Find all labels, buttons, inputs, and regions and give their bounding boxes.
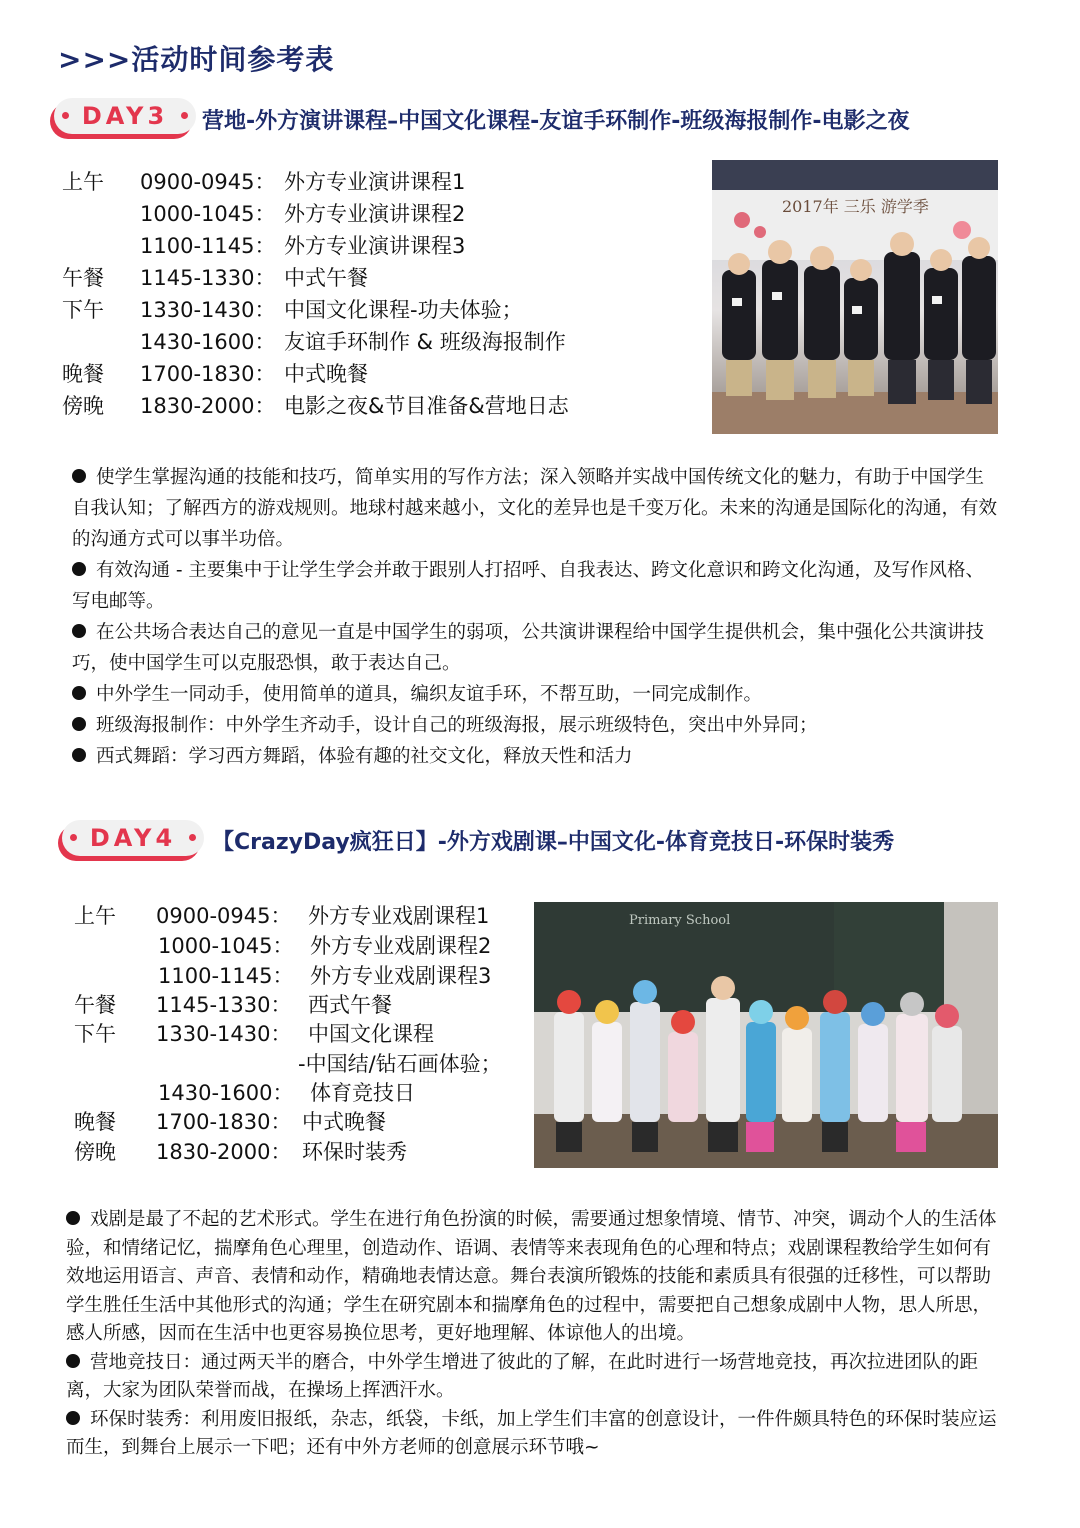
schedule-time: 1000-1045：: [158, 934, 294, 958]
schedule-time: 1430-1600：: [158, 1081, 294, 1105]
day4-schedule: [74, 900, 534, 1170]
bullet-dot-icon: [72, 686, 86, 700]
bullet-item: [66, 1406, 1002, 1463]
bullet-text: 戏剧是最了不起的艺术形式。学生在进行角色扮演的时候，需要通过想象情境、情节、冲突，调动个人的生活体验，和情绪记忆，揣摩角色心理里，创造动作、语调、表情等来表现角色的心理和特点；戏剧课程教给学生如何有效地运用语言、声音、表情和动作，精确地表情达意。舞台表演所锻炼的技能和素质具有很强的迁移性，可以帮助学生胜任生活中其他形式的沟通；学生在研究剧本和揣摩角色的过程中，需要把自己想象成剧中人物，思人所思，感人所感，因而在生活中也更容易换位思考，更好地理解、体谅他人的出境。: [66, 1209, 997, 1344]
day3-photo: [712, 160, 998, 434]
bullet-item: [66, 1349, 1002, 1406]
schedule-time: 0900-0945：: [156, 904, 292, 928]
day3-schedule: [62, 166, 702, 426]
bullet-dot-icon: [72, 562, 86, 576]
bullet-text: 营地竞技日：通过两天半的磨合，中外学生增进了彼此的了解，在此时进行一场营地竞技，再次拉进团队的距离，大家为团队荣誉而战，在操场上挥洒汗水。: [66, 1351, 979, 1401]
day4-heading: 【CrazyDay疯狂日】-外方戏剧课–中国文化-体育竞技日-环保时装秀: [212, 830, 895, 855]
page-title: >>>活动时间参考表: [58, 43, 335, 76]
stage-banner-text: 2017年 三乐 游学季: [782, 197, 929, 216]
schedule-time: 1330-1430：: [156, 1022, 292, 1046]
bullet-item: [72, 617, 1002, 679]
bullet-dot-icon: [66, 1354, 80, 1368]
bullet-dot-icon: [72, 748, 86, 762]
schedule-time: 1145-1330：: [156, 993, 292, 1017]
schedule-activity: 中国文化课程-功夫体验；: [284, 298, 523, 322]
group-photo-illustration: [534, 902, 998, 1168]
schedule-period: 午餐: [62, 266, 104, 290]
bullet-dot-icon: [72, 717, 86, 731]
day4-photo: [534, 902, 998, 1168]
schedule-time: 1100-1145：: [140, 234, 276, 258]
schedule-activity: 中式午餐: [284, 266, 368, 290]
schedule-activity: 外方专业戏剧课程1: [308, 904, 490, 928]
bullet-text: 环保时装秀：利用废旧报纸，杂志，纸袋，卡纸，加上学生们丰富的创意设计，一件件颇具特色的环保时装应运而生，到舞台上展示一下吧；还有中外方老师的创意展示环节哦~: [66, 1408, 997, 1458]
schedule-period: 下午: [74, 1022, 116, 1046]
schedule-period: 傍晚: [62, 394, 104, 418]
schedule-activity: 外方专业戏剧课程3: [310, 964, 492, 988]
schedule-activity: 外方专业演讲课程2: [284, 202, 466, 226]
chalkboard-text: Primary School: [629, 913, 731, 928]
bullet-item: [72, 555, 1002, 617]
badge-dot-left: [70, 834, 77, 841]
schedule-period: 午餐: [74, 993, 116, 1017]
day4-badge-label: DAY4: [89, 824, 177, 852]
bullet-item: [72, 462, 1002, 555]
schedule-activity: 电影之夜&节目准备&营地日志: [284, 394, 569, 418]
day4-badge: [62, 820, 204, 856]
schedule-time: 1700-1830：: [156, 1110, 292, 1134]
schedule-activity: 中国文化课程: [308, 1022, 434, 1046]
schedule-activity: 中式晚餐: [302, 1110, 386, 1134]
schedule-activity: 外方专业演讲课程1: [284, 170, 466, 194]
schedule-activity: 西式午餐: [308, 993, 392, 1017]
bullet-text: 使学生掌握沟通的技能和技巧，简单实用的写作方法；深入领略并实战中国传统文化的魅力，有助于中国学生自我认知；了解西方的游戏规则。地球村越来越小，文化的差异也是千变万化。未来的沟通是国际化的沟通，有效的沟通方式可以事半功倍。: [72, 467, 998, 550]
day3-badge-label: DAY3: [81, 102, 169, 130]
schedule-activity: 外方专业演讲课程3: [284, 234, 466, 258]
schedule-period: 下午: [62, 298, 104, 322]
badge-dot-right: [181, 112, 188, 119]
day3-badge: [54, 98, 196, 134]
bullet-text: 班级海报制作：中外学生齐动手，设计自己的班级海报，展示班级特色，突出中外异同；: [96, 715, 818, 736]
schedule-period: 上午: [74, 904, 116, 928]
badge-dot-left: [62, 112, 69, 119]
schedule-time: 1830-2000：: [140, 394, 276, 418]
schedule-time: 1700-1830：: [140, 362, 276, 386]
bullet-item: [72, 710, 1002, 741]
schedule-activity: 友谊手环制作 & 班级海报制作: [284, 330, 566, 354]
bullet-text: 中外学生一同动手，使用简单的道具，编织友谊手环，不帮互助，一同完成制作。: [96, 684, 763, 705]
schedule-time: 1330-1430：: [140, 298, 276, 322]
bullet-dot-icon: [66, 1411, 80, 1425]
bullet-dot-icon: [72, 624, 86, 638]
schedule-period: 晚餐: [62, 362, 104, 386]
day3-heading: 营地-外方演讲课程–中国文化课程-友谊手环制作-班级海报制作-电影之夜: [202, 109, 910, 134]
bullet-item: [72, 679, 1002, 710]
bullet-dot-icon: [72, 469, 86, 483]
schedule-activity: -中国结/钻石画体验；: [298, 1052, 502, 1076]
day4-bullets: [66, 1206, 1002, 1463]
schedule-activity: 外方专业戏剧课程2: [310, 934, 492, 958]
bullet-item: [72, 741, 1002, 772]
schedule-time: 1100-1145：: [158, 964, 294, 988]
schedule-activity: 体育竞技日: [310, 1081, 415, 1105]
bullet-text: 在公共场合表达自己的意见一直是中国学生的弱项，公共演讲课程给中国学生提供机会，集中强化公共演讲技巧，使中国学生可以克服恐惧，敢于表达自己。: [72, 622, 985, 674]
schedule-period: 傍晚: [74, 1140, 116, 1164]
schedule-time: 0900-0945：: [140, 170, 276, 194]
schedule-period: 上午: [62, 170, 104, 194]
day3-bullets: [72, 462, 1002, 772]
bullet-dot-icon: [66, 1211, 80, 1225]
bullet-text: 有效沟通 - 主要集中于让学生学会并敢于跟别人打招呼、自我表达、跨文化意识和跨文化沟通，及写作风格、写电邮等。: [72, 560, 984, 612]
schedule-activity: 环保时装秀: [302, 1140, 407, 1164]
schedule-activity: 中式晚餐: [284, 362, 368, 386]
schedule-period: 晚餐: [74, 1110, 116, 1134]
bullet-text: 西式舞蹈：学习西方舞蹈，体验有趣的社交文化，释放天性和活力: [96, 746, 633, 767]
bullet-item: [66, 1206, 1002, 1349]
stage-photo-illustration: [712, 160, 998, 434]
badge-dot-right: [189, 834, 196, 841]
schedule-time: 1000-1045：: [140, 202, 276, 226]
schedule-time: 1145-1330：: [140, 266, 276, 290]
schedule-time: 1830-2000：: [156, 1140, 292, 1164]
schedule-time: 1430-1600：: [140, 330, 276, 354]
